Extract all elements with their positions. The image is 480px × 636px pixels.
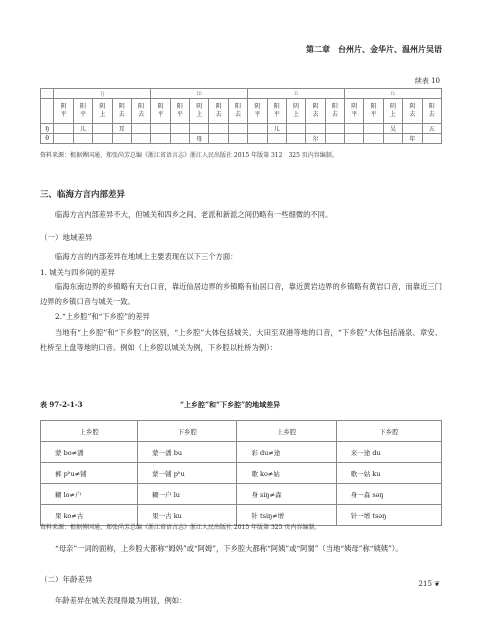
subsection-age: （二）年龄差异 <box>40 575 93 584</box>
table-cell <box>228 124 247 134</box>
table-cell: 歌一姑 ku <box>336 463 441 484</box>
section-title: 三、临海方言内部差异 <box>40 190 126 200</box>
tone-name: 阴 平 <box>54 99 73 124</box>
page-number: 215 ❦ <box>418 580 440 588</box>
tone-name: 阳 平 <box>364 99 383 124</box>
table-cell: 来一途 du <box>336 442 441 463</box>
table-cell: 儿 <box>267 124 286 134</box>
paragraph-1: 临海方言的内部差异在地域上主要表现在以下三个方面： <box>55 252 238 261</box>
column-header: 上乡腔 <box>237 421 336 442</box>
tone-name: 阳 去 <box>325 99 344 124</box>
tone-name: 阴 上 <box>286 99 305 124</box>
paragraph-6: “母亲”一词的面称，上乡腔大都称“姆妈”或“阿姆”，下乡腔大都称“阿姨”或“阿舅”（当地“姨母”称“姨姨”）。 <box>55 544 403 553</box>
row-label: θ <box>41 134 54 144</box>
tone-name: 阴 上 <box>190 99 209 124</box>
table-cell <box>248 134 267 144</box>
column-header: 上乡腔 <box>41 421 138 442</box>
tone-name: 阴 平 <box>248 99 267 124</box>
table-cell: 母 <box>190 134 209 144</box>
table-cell <box>131 124 150 134</box>
paragraph-2: 1. 城关与四乡间的差异 <box>40 268 115 277</box>
subsection-regional: （一）地域差异 <box>40 233 93 242</box>
table-header-row <box>41 421 442 442</box>
table-row <box>41 134 442 144</box>
tone-name-row <box>41 99 442 124</box>
table-row <box>41 484 442 505</box>
tone-name: 阴 去 <box>112 99 131 124</box>
group-header: ŋ <box>54 89 151 99</box>
table-cell <box>345 124 364 134</box>
table-cell <box>170 124 189 134</box>
table-cell: 果一古 ku <box>138 505 237 526</box>
source-note-2: 资料来源：根据傅国通、郑张尚芳总编《浙江省语言志》浙江人民出版社 2015 年版第 325 页内容编制。 <box>40 524 321 531</box>
table-cell <box>286 124 305 134</box>
table-cell: 糊一户 lu <box>138 484 237 505</box>
source-note-1: 资料来源：根据傅国通、郑张尚芳总编《浙江省语言志》浙江人民出版社 2015 年版第 312 325 页内容编制。 <box>40 152 338 159</box>
table-cell <box>383 134 402 144</box>
tone-name: 阳 平 <box>73 99 92 124</box>
table-cell <box>364 134 383 144</box>
table-cell <box>325 134 344 144</box>
corner-cell <box>41 99 54 124</box>
tone-name: 阴 平 <box>151 99 170 124</box>
table-continued-label: 续表 10 <box>414 77 440 85</box>
row-label: ŋ <box>41 124 54 134</box>
group-header: m <box>151 89 248 99</box>
paragraph-7: 年龄差异在城关表现得最为明显，例如： <box>55 596 187 605</box>
table-cell <box>267 134 286 144</box>
table-cell: 歌 ko≠姑 <box>237 463 336 484</box>
table-cell: 针一增 tsəŋ <box>336 505 441 526</box>
table-cell <box>54 124 73 134</box>
chapter-header: 第二章 台州片、金华片、温州片吴语 <box>306 44 442 54</box>
paragraph-4: 2.“上乡腔”和“下乡腔”的差异 <box>55 312 150 321</box>
column-header: 下乡腔 <box>336 421 441 442</box>
table-cell <box>422 134 441 144</box>
table-cell <box>325 124 344 134</box>
table-title: “上乡腔”和“下乡腔”的地域差异 <box>180 400 281 409</box>
corner-cell <box>41 89 54 99</box>
tone-table <box>40 88 442 144</box>
table-cell: 彩 du≠途 <box>237 442 336 463</box>
tone-name: 阴 平 <box>345 99 364 124</box>
table-cell <box>228 134 247 144</box>
tone-name: 阴 上 <box>383 99 402 124</box>
table-cell <box>112 134 131 144</box>
table-cell: 年 <box>403 134 422 144</box>
tone-name: 阳 平 <box>170 99 189 124</box>
intro-paragraph: 临海方言内部差异不大，但城关和四乡之间、老派和新派之间仍略有一些细微的不同。 <box>55 210 333 219</box>
table-number: 表 97-2-1-3 <box>40 400 83 409</box>
tone-name: 阳 去 <box>228 99 247 124</box>
table-cell <box>54 134 73 144</box>
paragraph-3: 临海东南边界的乡镇略有天台口音，靠近仙居边界的乡镇略有仙居口音，靠近黄岩边界的乡镇略有黄岩口音，而靠近三门边界的乡镇口音与城关一致。 <box>40 282 442 306</box>
tone-name: 阳 去 <box>422 99 441 124</box>
table-cell: 五 <box>422 124 441 134</box>
table-row <box>41 463 442 484</box>
table-cell: 针 tsiŋ≠增 <box>237 505 336 526</box>
table-cell <box>170 134 189 144</box>
table-cell: 耳 <box>112 124 131 134</box>
tone-group-row <box>41 89 442 99</box>
table-cell <box>364 124 383 134</box>
table-cell: 蒙一铺 pʰu <box>138 463 237 484</box>
table-cell: 裤 pʰu≠铺 <box>41 463 138 484</box>
tone-name: 阴 去 <box>306 99 325 124</box>
paragraph-5: 当地有“上乡腔”和“下乡腔”的区别，“上乡腔”大体包括城关、大田至双港等地的口音，“下乡腔”大体包括涌泉、章安、杜桥至上盘等地的口音。例如（上乡腔以城关为例，下乡腔以杜桥为例）： <box>40 328 442 352</box>
table-cell: 蒙一潘 bu <box>138 442 237 463</box>
table-cell <box>93 124 112 134</box>
table-cell <box>93 134 112 144</box>
table-cell <box>403 124 422 134</box>
table-cell <box>306 124 325 134</box>
tone-name: 阴 去 <box>209 99 228 124</box>
column-header: 下乡腔 <box>138 421 237 442</box>
compare-table <box>40 420 442 526</box>
table-cell: 身 siŋ≠森 <box>237 484 336 505</box>
tone-name: 阴 上 <box>93 99 112 124</box>
table-cell <box>209 124 228 134</box>
tone-name: 阴 去 <box>403 99 422 124</box>
table-cell <box>286 134 305 144</box>
table-cell <box>73 134 92 144</box>
table-cell: 儿 <box>73 124 92 134</box>
table-row <box>41 442 442 463</box>
group-header: ȵ <box>345 89 442 99</box>
table-cell: 糊 lo≠户 <box>41 484 138 505</box>
tone-name: 阳 平 <box>267 99 286 124</box>
table-cell <box>151 134 170 144</box>
table-row <box>41 124 442 134</box>
table-cell: 尔 <box>306 134 325 144</box>
group-header: n <box>248 89 345 99</box>
table-cell: 身一森 səŋ <box>336 484 441 505</box>
table-cell <box>248 124 267 134</box>
table-cell: 吴 <box>383 124 402 134</box>
table-cell <box>190 124 209 134</box>
table-cell: 蒙 bo≠潘 <box>41 442 138 463</box>
table-cell <box>151 124 170 134</box>
table-cell <box>345 134 364 144</box>
table-cell <box>209 134 228 144</box>
tone-name: 阳 去 <box>131 99 150 124</box>
table-cell <box>131 134 150 144</box>
table-cell: 果 ko≠古 <box>41 505 138 526</box>
